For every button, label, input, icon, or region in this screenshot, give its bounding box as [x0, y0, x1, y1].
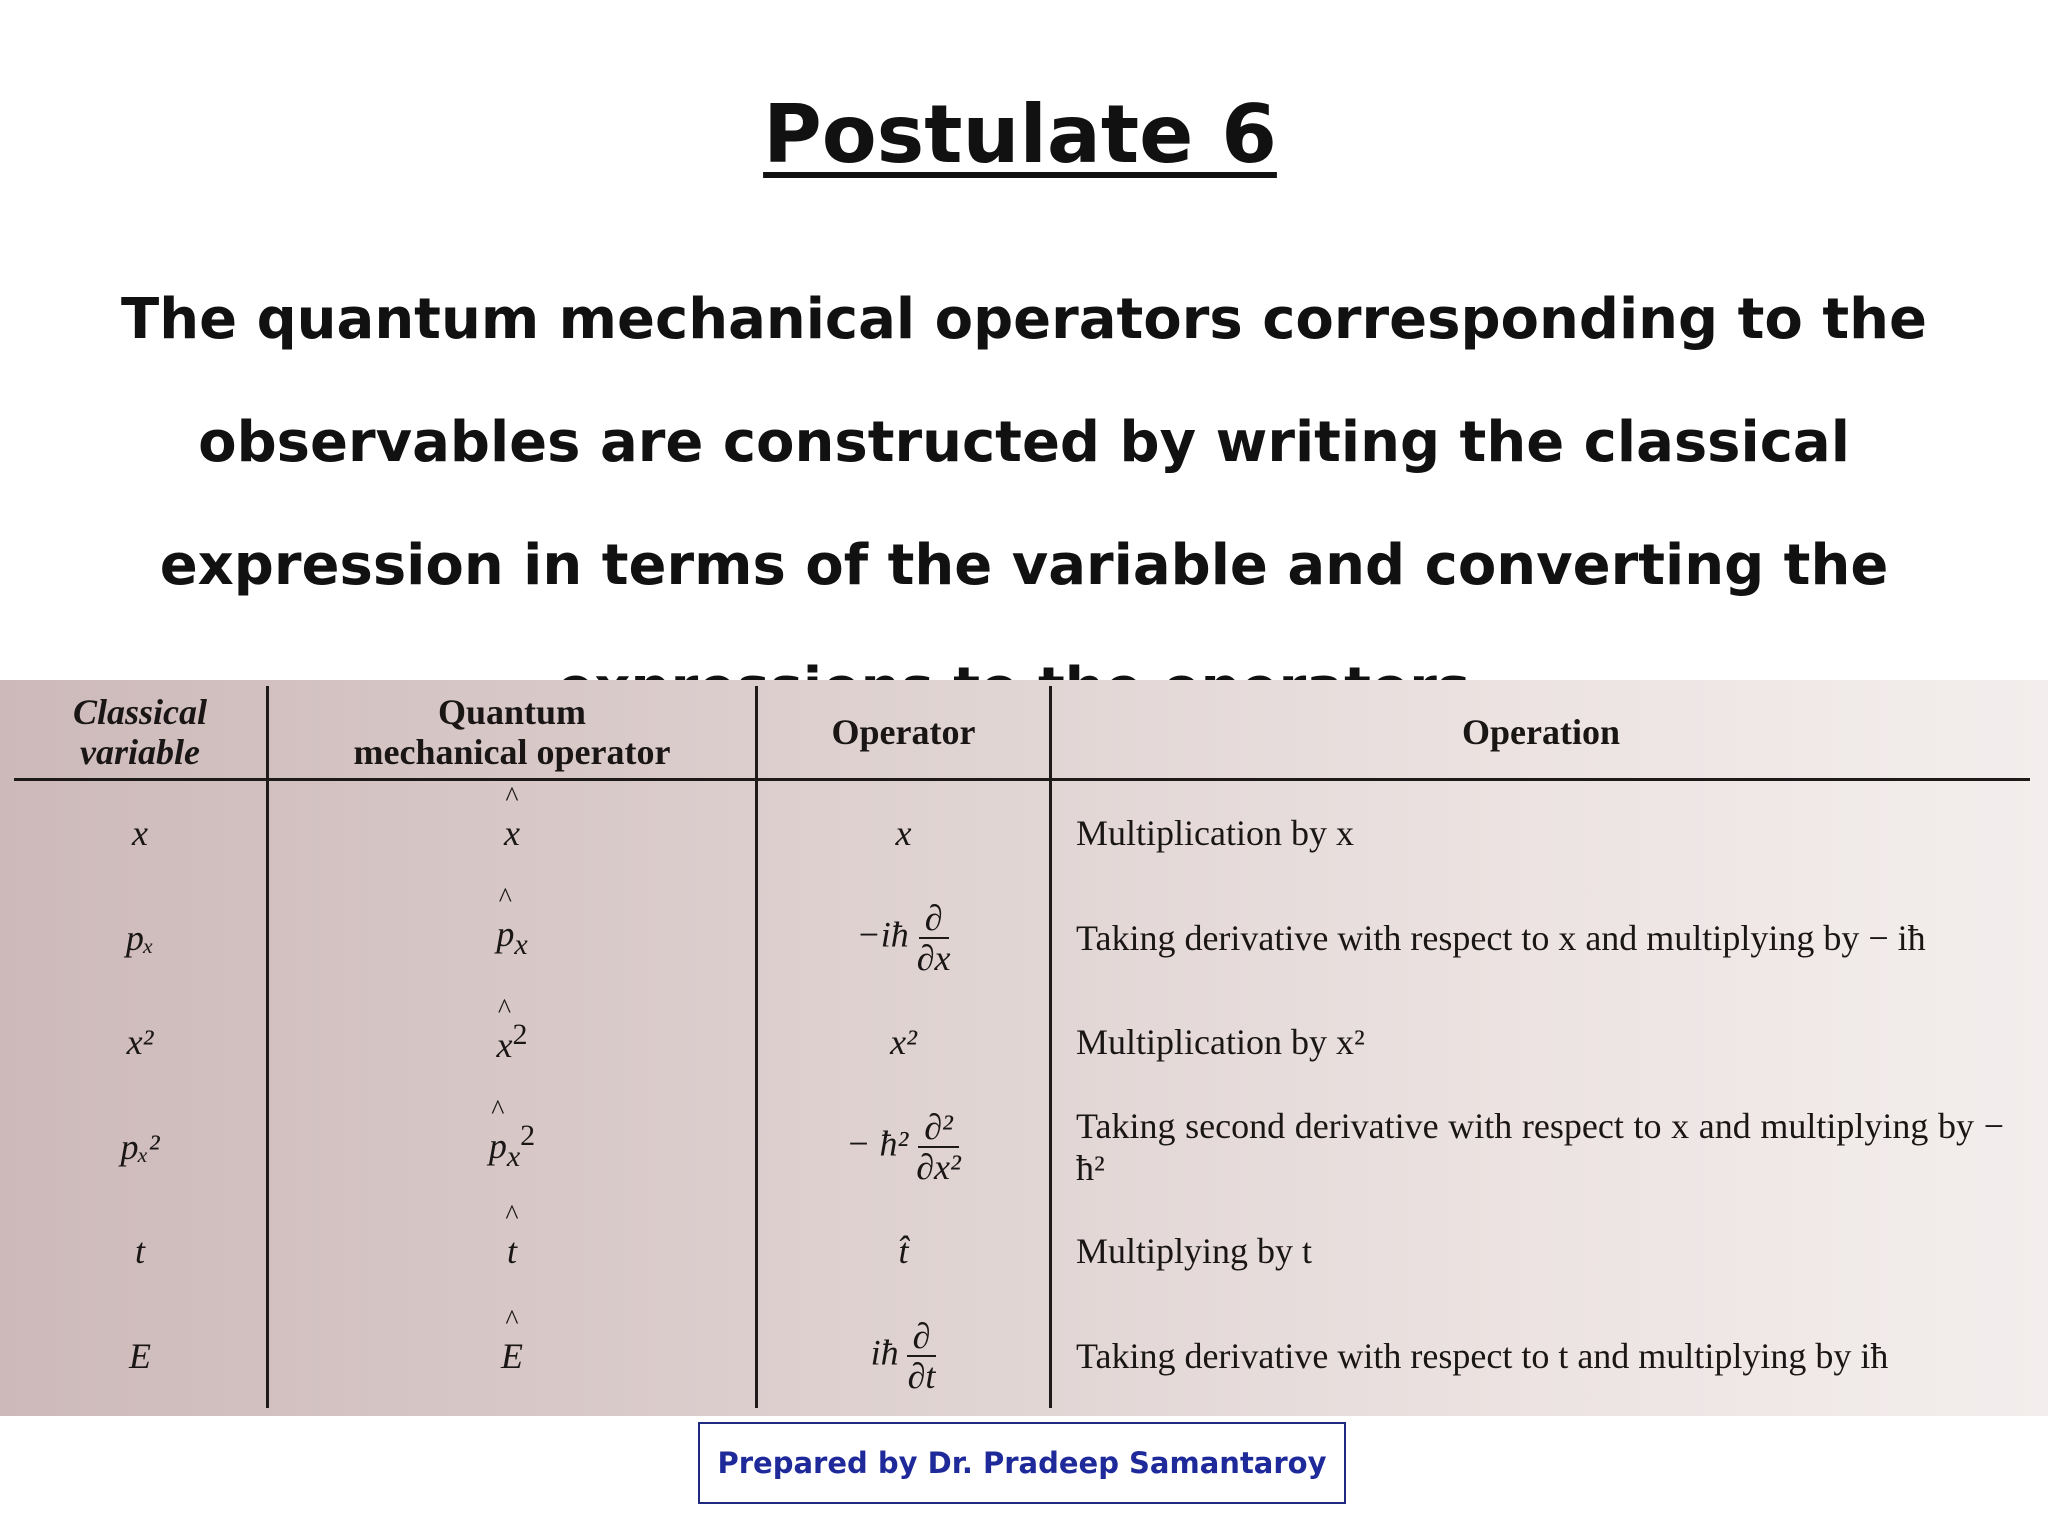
fraction-numerator: ∂²: [918, 1108, 959, 1148]
operation-description-cell: Multiplication by x²: [1051, 990, 2031, 1094]
header-operator: Operator: [757, 686, 1051, 780]
classical-variable-cell: x²: [126, 1022, 154, 1063]
classical-variable-cell: t: [134, 1231, 145, 1272]
operator-prefix: iħ: [870, 1332, 899, 1372]
quantum-operator-cell: [268, 1095, 757, 1199]
fraction-denominator: ∂x: [916, 937, 951, 978]
fraction-denominator: ∂x²: [916, 1146, 961, 1187]
postulate-statement: The quantum mechanical operators corresponding to the observables are constructed by writing the classical expression in terms of the variable and converting the: [121, 287, 1927, 598]
operator-subscript: x: [506, 1140, 521, 1174]
operator-cell: [757, 886, 1051, 990]
classical-variable-cell: pₓ²: [120, 1126, 160, 1167]
quantum-operator-cell: [268, 990, 757, 1094]
fraction-denominator: ∂t: [907, 1355, 936, 1396]
fraction-numerator: ∂: [907, 1317, 937, 1357]
operator-prefix: − ħ²: [846, 1123, 909, 1164]
operator-cell: [757, 1199, 1051, 1303]
operator-hat-symbol: ^ x: [504, 812, 520, 854]
author-credit-box: [698, 1422, 1346, 1504]
operator-prefix: t̂: [898, 1231, 909, 1272]
table-row: [14, 1199, 2030, 1303]
operation-description-cell: Taking derivative with respect to x and multiplying by − iħ: [1051, 886, 2031, 990]
operator-hat-symbol: ^ p: [489, 1125, 507, 1167]
table-header-row: [14, 686, 2030, 780]
quantum-operator-cell: [268, 1303, 757, 1408]
partial-derivative-fraction: [916, 1108, 961, 1186]
classical-variable-cell: x: [132, 813, 148, 854]
header-operation: Operation: [1051, 686, 2031, 780]
table-row: [14, 780, 2030, 886]
classical-variable-cell: E: [129, 1335, 151, 1376]
operator-prefix: −iħ: [856, 914, 909, 955]
operation-description-cell: Multiplying by t: [1051, 1199, 2031, 1303]
partial-derivative-fraction: [917, 899, 951, 977]
operator-table: [14, 686, 2030, 1408]
slide-title: [0, 88, 2040, 181]
quantum-operator-cell: [268, 780, 757, 886]
operation-description-cell: Multiplication by x: [1051, 780, 2031, 886]
operator-cell: [757, 1303, 1051, 1408]
quantum-operator-cell: [268, 1199, 757, 1303]
header-classical-variable: Classical variable: [14, 686, 268, 780]
table-row: [14, 1303, 2030, 1408]
header-quantum-operator: Quantum mechanical operator: [268, 686, 757, 780]
operation-description-cell: Taking second derivative with respect to x and multiplying by − ħ²: [1051, 1095, 2031, 1199]
operator-cell: [757, 990, 1051, 1094]
operator-cell: [757, 1095, 1051, 1199]
operator-table-photo: [0, 680, 2048, 1416]
operator-cell: [757, 780, 1051, 886]
author-credit: Prepared by Dr. Pradeep Samantaroy: [717, 1446, 1327, 1480]
operator-hat-symbol: ^ t: [507, 1230, 517, 1272]
operator-prefix: x: [895, 813, 912, 854]
slide-title-text: Postulate 6: [763, 88, 1277, 181]
table-row: [14, 1095, 2030, 1199]
classical-variable-cell: pₓ: [125, 917, 155, 958]
table-row: [14, 886, 2030, 990]
partial-derivative-fraction: [907, 1317, 937, 1395]
operator-superscript: 2: [512, 1018, 528, 1052]
operator-hat-symbol: ^ p: [496, 913, 514, 955]
operator-hat-symbol: ^ x: [497, 1024, 513, 1066]
operation-description-cell: Taking derivative with respect to t and multiplying by iħ: [1051, 1303, 2031, 1408]
operator-hat-symbol: ^ E: [501, 1335, 523, 1377]
quantum-operator-cell: [268, 886, 757, 990]
fraction-numerator: ∂: [919, 899, 949, 939]
operator-prefix: x²: [890, 1022, 917, 1063]
table-body: [14, 780, 2030, 1409]
table-row: [14, 990, 2030, 1094]
operator-subscript: x: [514, 928, 528, 962]
operator-superscript: 2: [520, 1119, 536, 1153]
